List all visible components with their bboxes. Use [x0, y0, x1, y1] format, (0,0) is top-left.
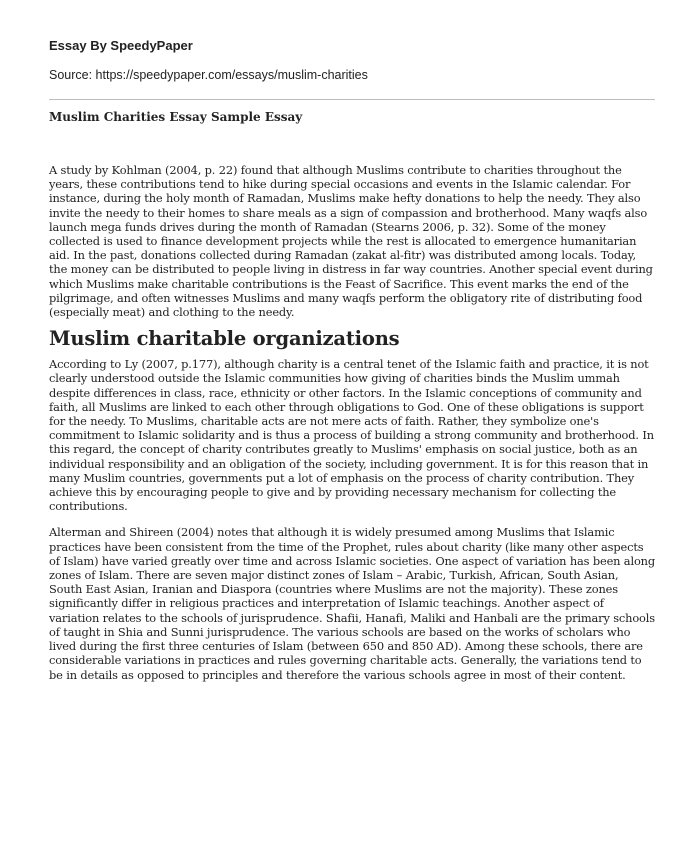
header-divider	[49, 99, 655, 100]
essay-title: Muslim Charities Essay Sample Essay	[49, 110, 303, 124]
body-paragraph: According to Ly (2007, p.177), although charity is a central tenet of the Islamic faith and practice, it is not clearly understood outside the Islamic communities how giving of charities binds the Muslim ummah despite differences in class, race, ethnicity or other factors. In the Islamic conceptions of community and faith, all Muslims are linked to each other through obligations to God. One of these obligations is support for the needy. To Muslims, charitable acts are not mere acts of faith. Rather, they symbolize one's commitment to Islamic solidarity and is thus a process of building a strong community and brotherhood. In this regard, the concept of charity contributes greatly to Muslims' emphasis on social justice, both as an individual responsibility and an obligation of the society, including government. It is for this reason that in many Muslim countries, governments put a lot of emphasis on the process of charity contribution. They achieve this by encouraging people to give and by providing necessary mechanism for collecting the contributions.	[49, 357, 654, 514]
intro-paragraph: A study by Kohlman (2004, p. 22) found that although Muslims contribute to charities throughout the years, these contributions tend to hike during special occasions and events in the Islamic calendar. For instance, during the holy month of Ramadan, Muslims make hefty donations to help the needy. They also invite the needy to their homes to share meals as a sign of compassion and brotherhood. Many waqfs also launch mega funds drives during the month of Ramadan (Stearns 2006, p. 32). Some of the money collected is used to finance development projects while the rest is allocated to emergence humanitarian aid. In the past, donations collected during Ramadan (zakat al-fitr) was distributed among locals. Today, the money can be distributed to people living in distress in far way countries. Another special event during which Muslims make charitable contributions is the Feast of Sacrifice. This event marks the end of the pilgrimage, and often witnesses Muslims and many waqfs perform the obligatory rite of distributing food (especially meat) and clothing to the needy.	[49, 163, 653, 320]
section-heading: Muslim charitable organizations	[49, 327, 400, 351]
brand-title: Essay By SpeedyPaper	[49, 38, 193, 53]
document-page	[49, 38, 655, 682]
body-paragraph: Alterman and Shireen (2004) notes that although it is widely presumed among Muslims that Islamic practices have been consistent from the time of the Prophet, rules about charity (like many other aspects of Islam) have varied greatly over time and across Islamic societies. One aspect of variation has been along zones of Islam. There are seven major distinct zones of Islam – Arabic, Turkish, African, South Asian, South East Asian, Iranian and Diaspora (countries where Muslims are not the majority). These zones significantly differ in religious practices and interpretation of Islamic teachings. Another aspect of variation relates to the schools of jurisprudence. Shafii, Hanafi, Maliki and Hanbali are the primary schools of taught in Shia and Sunni jurisprudence. The various schools are based on the works of scholars who lived during the first three centuries of Islam (between 650 and 850 AD). Among these schools, there are considerable variations in practices and rules governing charitable acts. Generally, the variations tend to be in details as opposed to principles and therefore the various schools agree in most of their content.	[49, 525, 655, 682]
source-line: Source: https://speedypaper.com/essays/muslim-charities	[49, 68, 368, 82]
